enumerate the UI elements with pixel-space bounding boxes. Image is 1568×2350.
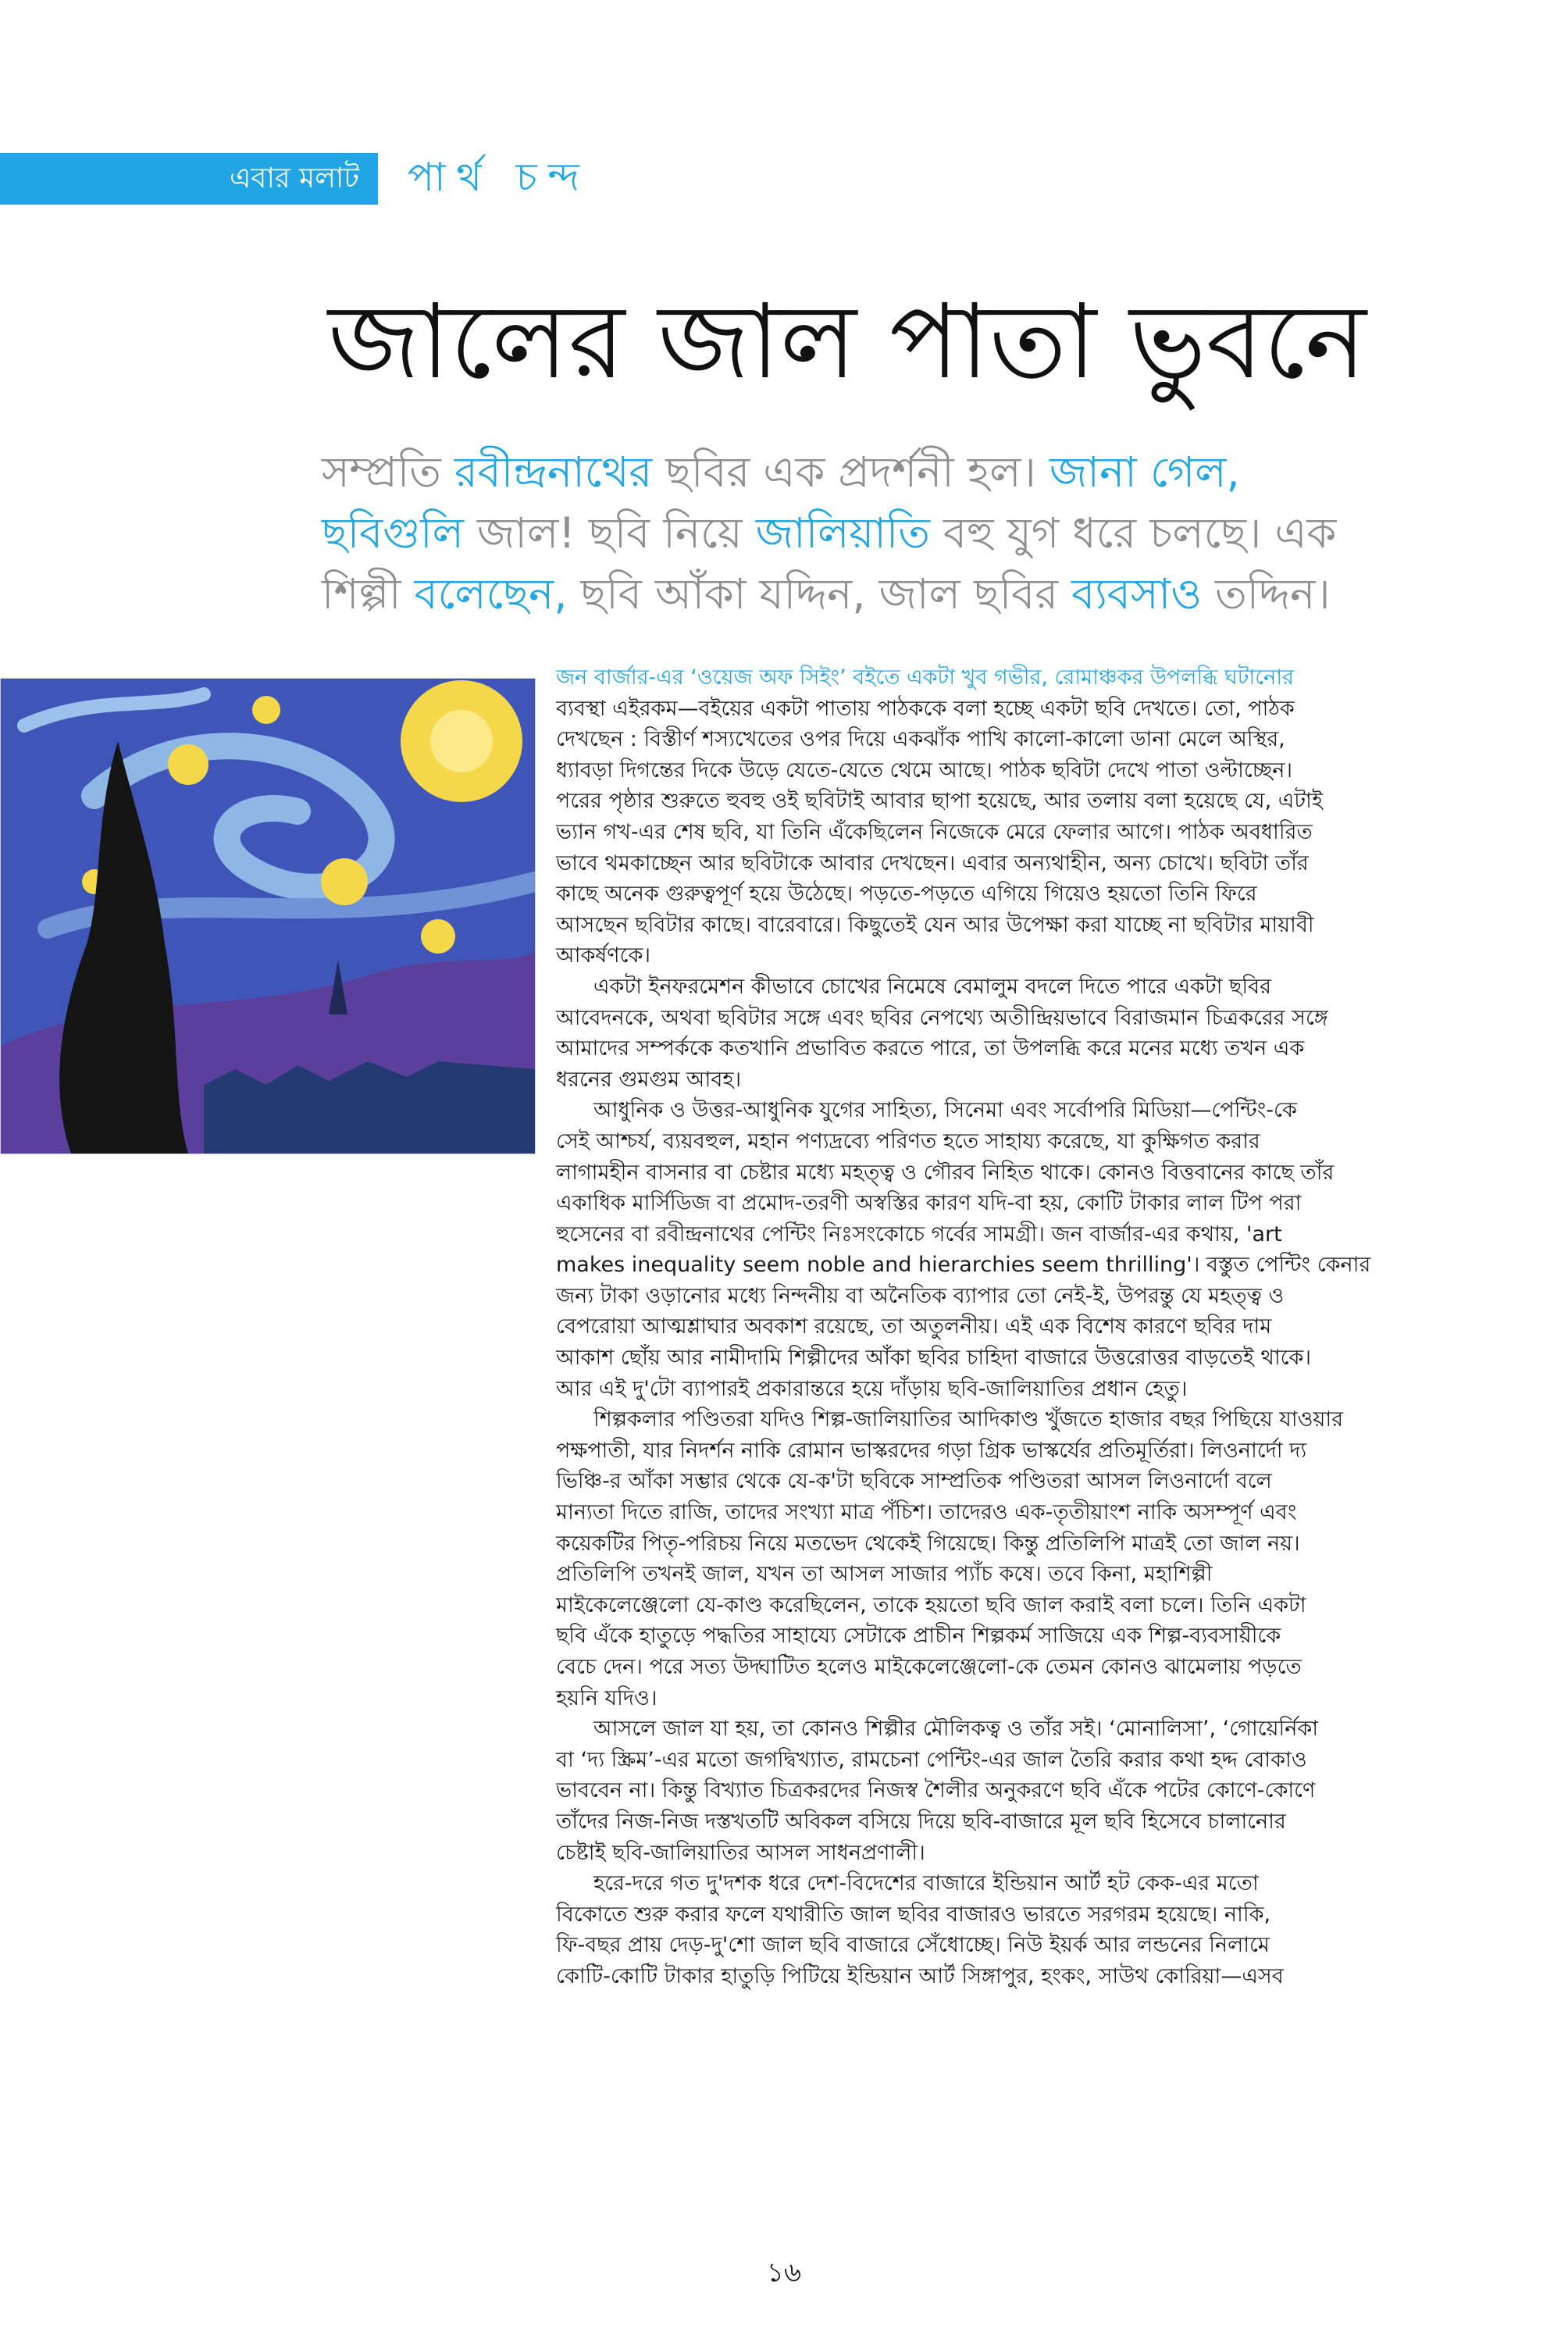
article-line: আধুনিক ও উত্তর-আধুনিক যুগের সাহিত্য, সিনেমা এবং সর্বোপরি মিডিয়া—পেন্টিং-কে <box>593 1098 1297 1123</box>
lede-segment: ছবি আঁকা যদ্দিন, জাল ছবির <box>567 569 1072 619</box>
page-number: ১৬ <box>766 2257 802 2288</box>
lede-segment: বহু যুগ ধরে চলছে। এক <box>929 508 1337 558</box>
article-line: makes inequality seem noble and hierarchies seem thrilling'। বস্তুত পেন্টিং কেনার <box>556 1253 1371 1278</box>
article-line: ধ্যাবড়া দিগন্তের দিকে উড়ে যেতে-যেতে থেমে আছে। পাঠক ছবিটা দেখে পাতা ওল্টাচ্ছেন। <box>556 758 1293 783</box>
article-line: চেষ্টাই ছবি-জালিয়াতির আসল সাধনপ্রণালী। <box>556 1840 925 1865</box>
lede-segment: সম্প্রতি <box>322 448 454 497</box>
article-line: একটা ইনফরমেশন কীভাবে চোখের নিমেষে বেমালুম বদলে দিতে পারে একটা ছবির <box>593 974 1272 999</box>
article-line: সেই আশ্চর্য, ব্যয়বহুল, মহান পণ্যদ্রব্যে পরিণত হতে সাহায্য করেছে, যা কুক্ষিগত করার <box>556 1129 1260 1154</box>
starry-night-painting <box>0 678 536 1154</box>
lede-line <box>322 564 1509 625</box>
article-line: প্রতিলিপি তখনই জাল, যখন তা আসল সাজার প্যাঁচ কষে। তবে কিনা, মহাশিল্পী <box>556 1562 1213 1587</box>
lede-highlight: বলেছেন, <box>414 569 568 619</box>
lede-highlight: রবীন্দ্রনাথের <box>454 448 653 497</box>
star <box>421 919 455 954</box>
star <box>430 710 493 772</box>
lede-highlight: জানা গেল, <box>1049 448 1240 497</box>
lede-highlight: ছবিগুলি <box>322 508 464 558</box>
article-line: ছবি এঁকে হাতুড়ে পদ্ধতির সাহায্যে সেটাকে প্রাচীন শিল্পকর্ম সাজিয়ে এক শিল্প-ব্যবসায়ীকে <box>556 1624 1281 1649</box>
article-line: একাধিক মার্সিডিজ বা প্রমোদ-তরণী অস্বস্তির কারণ যদি-বা হয়, কোটি টাকার লাল টিপ পরা <box>556 1191 1302 1216</box>
article-line: হয়নি যদিও। <box>556 1685 657 1710</box>
article-line: ধরনের গুমগুম আবহ। <box>556 1067 742 1092</box>
article-line: বেপরোয়া আত্মশ্লাঘার অবকাশ রয়েছে, তা অতুলনীয়। এই এক বিশেষ কারণে ছবির দাম <box>556 1314 1272 1339</box>
page-title: জালের জাল পাতা ভুবনে <box>328 282 1367 402</box>
article-line: ভাববেন না। কিন্তু বিখ্যাত চিত্রকরদের নিজস্ব শৈলীর অনুকরণে ছবি এঁকে পটের কোণে-কোণে <box>556 1778 1316 1803</box>
article-line: কয়েকটির পিতৃ-পরিচয় নিয়ে মতভেদ থেকেই গিয়েছে। কিন্তু প্রতিলিপি মাত্রই তো জাল নয়। <box>556 1531 1300 1556</box>
article-line: তাঁদের নিজ-নিজ দস্তখতটি অবিকল বসিয়ে দিয়ে ছবি-বাজারে মূল ছবি হিসেবে চালানোর <box>556 1809 1286 1834</box>
section-label: এবার মলাট <box>230 162 359 194</box>
article-line: হুসেনের বা রবীন্দ্রনাথের পেন্টিং নিঃসংকোচে গর্বের সামগ্রী। জন বার্জার-এর কথায়, 'art <box>556 1221 1282 1246</box>
article-line: দেখছেন : বিস্তীর্ণ শস্যখেতের ওপর দিয়ে একঝাঁক পাখি কালো-কালো ডানা মেলে অস্থির, <box>556 727 1285 752</box>
lede-line <box>322 442 1509 503</box>
section-header-bar <box>0 153 378 205</box>
lede-segment: তদ্দিন। <box>1201 569 1331 619</box>
author-name: পার্থ চন্দ <box>408 155 590 200</box>
article-line: আমাদের সম্পর্ককে কতখানি প্রভাবিত করতে পারে, তা উপলব্ধি করে মনের মধ্যে তখন এক <box>556 1036 1305 1061</box>
article-body <box>556 662 1540 1992</box>
article-line: ভ্যান গখ-এর শেষ ছবি, যা তিনি এঁকেছিলেন নিজেকে মেরে ফেলার আগে। পাঠক অবধারিত <box>556 819 1313 844</box>
article-line: মাইকেলেঞ্জেলো যে-কাণ্ড করেছিলেন, তাকে হয়তো ছবি জাল করাই বলা চলে। তিনি একটা <box>556 1592 1306 1617</box>
lede-line <box>322 503 1509 564</box>
article-line: আসছেন ছবিটার কাছে। বারেবারে। কিছুতেই যেন আর উপেক্ষা করা যাচ্ছে না ছবিটার মায়াবী <box>556 912 1314 937</box>
article-line: বা ‘দ্য স্ক্রিম’-এর মতো জগদ্বিখ্যাত, রামচেনা পেন্টিং-এর জাল তৈরি করার কথা হদ্দ বোকাও <box>556 1747 1307 1772</box>
article-line: পক্ষপাতী, যার নিদর্শন নাকি রোমান ভাস্করদের গড়া গ্রিক ভাস্কর্যের প্রতিমূর্তিরা। লিওনার্দো দ্য <box>556 1438 1307 1463</box>
article-line: ভিঞ্চি-র আঁকা সম্ভার থেকে যে-ক'টা ছবিকে সাম্প্রতিক পণ্ডিতরা আসল লিওনার্দো বলে <box>556 1469 1272 1494</box>
star <box>252 696 280 724</box>
article-line: আসলে জাল যা হয়, তা কোনও শিল্পীর মৌলিকত্ব ও তাঁর সই। ‘মোনালিসা’, ‘গোয়ের্নিকা <box>593 1717 1319 1742</box>
article-line: আকর্ষণকে। <box>556 943 650 968</box>
lede-segment: ছবির এক প্রদর্শনী হল। <box>652 448 1049 497</box>
article-line: আর এই দু'টো ব্যাপারই প্রকারান্তরে হয়ে দাঁড়ায় ছবি-জালিয়াতির প্রধান হেতু। <box>556 1376 1188 1401</box>
article-line: ফি-বছর প্রায় দেড়-দু'শো জাল ছবি বাজারে সেঁধোচ্ছে। নিউ ইয়র্ক আর লন্ডনের নিলামে <box>556 1933 1270 1958</box>
article-line: হরে-দরে গত দু'দশক ধরে দেশ-বিদেশের বাজারে ইন্ডিয়ান আর্ট হট কেক-এর মতো <box>593 1871 1259 1896</box>
article-line: শিল্পকলার পণ্ডিতরা যদিও শিল্প-জালিয়াতির আদিকাণ্ড খুঁজতে হাজার বছর পিছিয়ে যাওয়ার <box>593 1407 1344 1432</box>
article-intro: জন বার্জার-এর ‘ওয়েজ অফ সিইং’ বইতে একটা খুব গভীর, রোমাঞ্চকর উপলব্ধি ঘটানোর <box>556 665 1294 690</box>
lede <box>322 442 1509 625</box>
article-line: আকাশ ছোঁয় আর নামীদামি শিল্পীদের আঁকা ছবির চাহিদা বাজারে উত্তরোত্তর বাড়তেই থাকে। <box>556 1346 1312 1371</box>
article-line: জন্য টাকা ওড়ানোর মধ্যে নিন্দনীয় বা অনৈতিক ব্যাপার তো নেই-ই, উপরন্তু যে মহত্ত্ব ও <box>556 1283 1285 1308</box>
article-line: আবেদনকে, অথবা ছবিটার সঙ্গে এবং ছবির নেপথ্যে অতীন্দ্রিয়ভাবে বিরাজমান চিত্রকরের সঙ্গে <box>556 1005 1328 1030</box>
article-line: কোটি-কোটি টাকার হাতুড়ি পিটিয়ে ইন্ডিয়ান আর্ট সিঙ্গাপুর, হংকং, সাউথ কোরিয়া—এসব <box>556 1963 1284 1988</box>
star <box>321 858 368 905</box>
article-line: বিকোতে শুরু করার ফলে যথারীতি জাল ছবির বাজারও ভারতে সরগরম হয়েছে। নাকি, <box>556 1902 1271 1927</box>
star <box>168 744 208 785</box>
lede-highlight: জালিয়াতি <box>755 508 930 558</box>
article-line: ভাবে থমকাচ্ছেন আর ছবিটাকে আবার দেখছেন। এবার অন্যথাহীন, অন্য চোখে। ছবিটা তাঁর <box>556 850 1309 875</box>
lede-highlight: ব্যবসাও <box>1071 569 1202 619</box>
article-line: বেচে দেন। পরে সত্য উদ্ঘাটিত হলেও মাইকেলেঞ্জেলো-কে তেমন কোনও ঝামেলায় পড়তে <box>556 1655 1302 1679</box>
lede-segment: জাল! ছবি নিয়ে <box>463 508 756 558</box>
article-line: মান্যতা দিতে রাজি, তাদের সংখ্যা মাত্র পঁচিশ। তাদেরও এক-তৃতীয়াংশ নাকি অসম্পূর্ণ এবং <box>556 1500 1297 1525</box>
article-line: ব্যবস্থা এইরকম—বইয়ের একটা পাতায় পাঠককে বলা হচ্ছে একটা ছবি দেখতে। তো, পাঠক <box>556 696 1295 721</box>
lede-segment: শিল্পী <box>322 569 415 619</box>
article-line: লাগামহীন বাসনার বা চেষ্টার মধ্যে মহত্ত্ব ও গৌরব নিহিত থাকে। কোনও বিত্তবানের কাছে তাঁর <box>556 1160 1335 1185</box>
article-line: পরের পৃষ্ঠার শুরুতে হুবহু ওই ছবিটাই আবার ছাপা হয়েছে, আর তলায় বলা হয়েছে যে, এটাই <box>556 789 1323 814</box>
article-line: কাছে অনেক গুরুত্বপূর্ণ হয়ে উঠেছে। পড়তে-পড়তে এগিয়ে গিয়েও হয়তো তিনি ফিরে <box>556 882 1257 907</box>
